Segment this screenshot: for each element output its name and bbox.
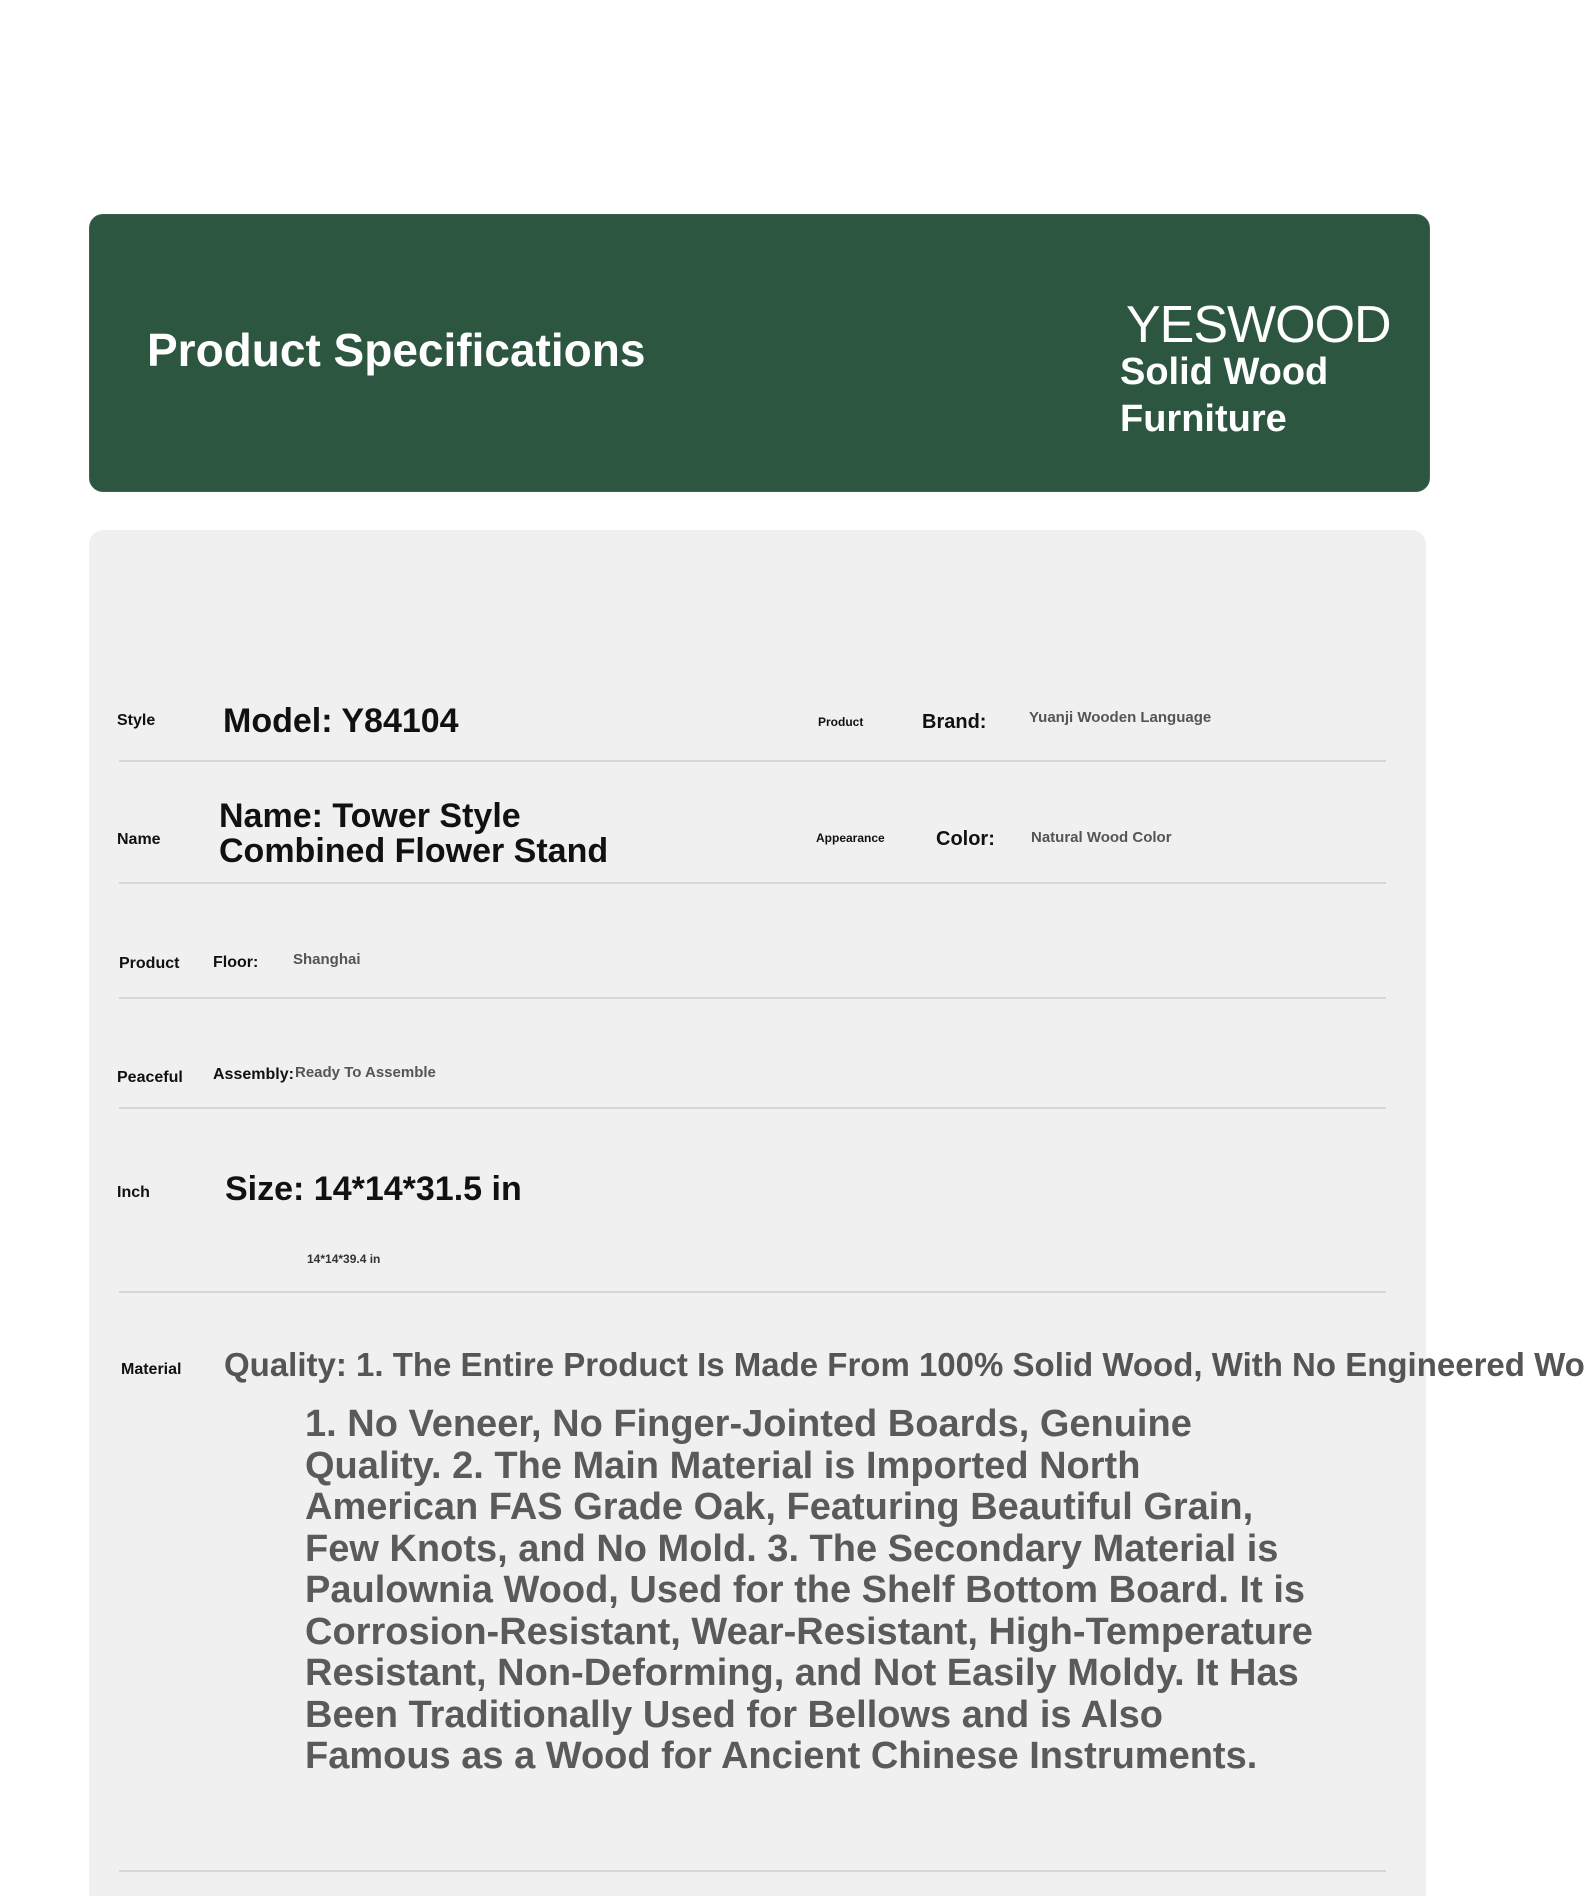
row-divider: [119, 760, 1386, 762]
row-divider: [119, 997, 1386, 999]
floor-value: Shanghai: [293, 951, 361, 968]
color-value: Natural Wood Color: [1031, 829, 1172, 846]
row-divider: [119, 1291, 1386, 1293]
row-divider: [119, 1870, 1386, 1872]
quality-value: Quality: 1. The Entire Product Is Made From 100% Solid Wood, With No Engineered Wo: [224, 1346, 1585, 1383]
row-label-material: Material: [121, 1361, 182, 1378]
color-field: Color:: [936, 828, 995, 850]
row-label-appearance: Appearance: [816, 831, 885, 845]
row-label-name: Name: [117, 831, 161, 848]
page-title: Product Specifications: [147, 324, 646, 376]
assembly-field: Assembly:: [213, 1066, 294, 1083]
brand-subtitle: Solid Wood Furniture: [1120, 351, 1329, 440]
row-label-product-brand: Product: [818, 715, 864, 729]
size-value: Size: 14*14*31.5 in: [225, 1170, 522, 1208]
size-alt-value: 14*14*39.4 in: [307, 1252, 381, 1266]
quality-details: 1. No Veneer, No Finger-Jointed Boards, Genuine Quality. 2. The Main Material is Imported North American FAS Grade Oak, Featuring Beautiful Grain, Few Knots, and No Mold. 3. The Secondary Material is Paulownia Wood, Used for the Shelf Bottom Board. It is Corrosion-Resistant, Wear-Resistant, High-Temperature Resistant, Non-Deforming, and Not Easily Moldy. It Has Been Traditionally Used for Bellows and is Also Famous as a Wood for Ancient Chinese Instruments.: [305, 1403, 1313, 1777]
row-label-style: Style: [117, 712, 156, 729]
brand-logo: YESWOOD: [1126, 296, 1391, 354]
floor-field: Floor:: [213, 954, 259, 971]
model-value: Model: Y84104: [223, 702, 459, 740]
spec-table: [89, 530, 1585, 1896]
spec-header-banner: [89, 214, 1430, 492]
row-divider: [119, 882, 1386, 884]
product-name-value: Name: Tower Style Combined Flower Stand: [219, 797, 609, 870]
row-label-inch: Inch: [117, 1184, 150, 1201]
brand-field: Brand:: [922, 711, 987, 733]
row-divider: [119, 1107, 1386, 1109]
brand-value: Yuanji Wooden Language: [1029, 709, 1212, 726]
assembly-value: Ready To Assemble: [295, 1064, 436, 1081]
row-label-peaceful: Peaceful: [117, 1069, 183, 1086]
row-label-product: Product: [119, 955, 180, 972]
